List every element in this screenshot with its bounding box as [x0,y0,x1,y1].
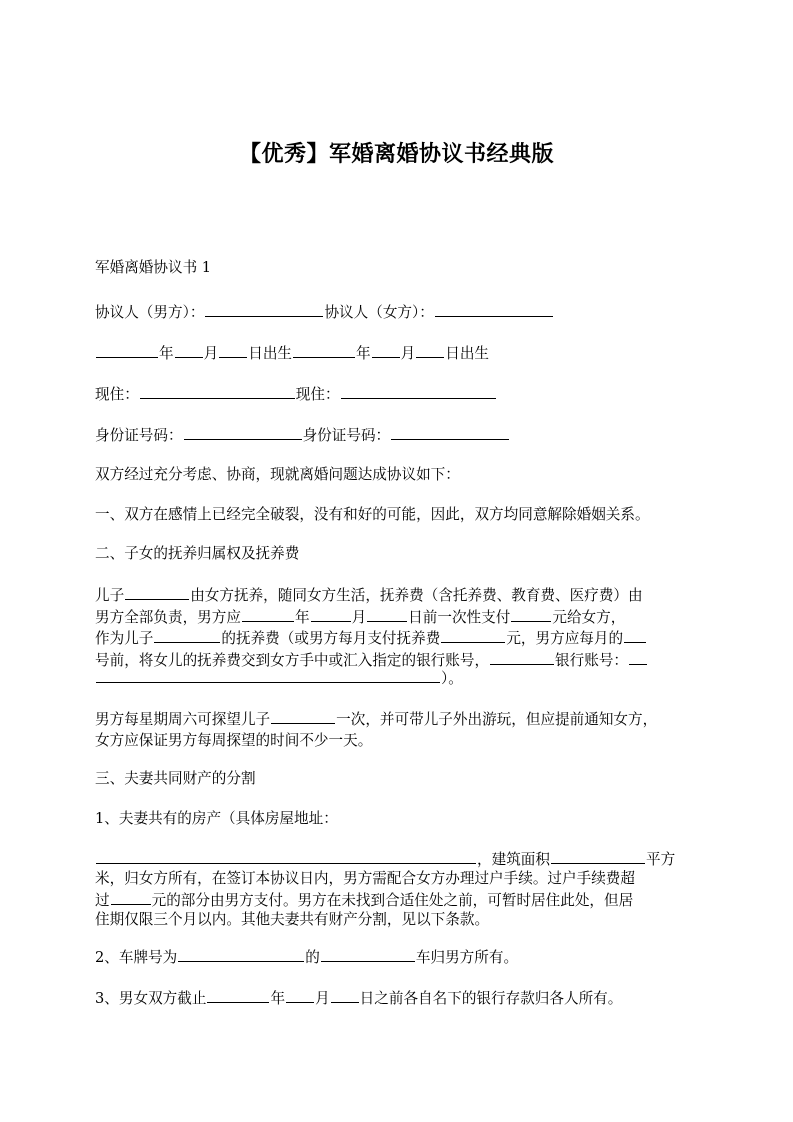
monthly-day-blank [624,628,646,643]
child-text: 号前，将女儿的抚养费交到女方手中或汇入指定的银行账号， [95,652,490,669]
deposit-month-blank [286,988,314,1003]
house-line-3 [95,890,633,911]
male-birth-day-blank [219,343,247,358]
female-id-blank [391,425,509,440]
bank-account-blank-start [629,650,647,665]
deposit-line [95,988,622,1009]
address-line [95,384,497,405]
payment-day-blank [367,607,407,622]
male-name-blank [205,302,323,317]
child-text: 元给女方， [552,609,626,626]
child-para-line-1 [95,585,643,606]
car-line [95,947,518,968]
payment-amount-blank [511,607,551,622]
male-address-label: 现住： [95,386,139,403]
clause-2-heading: 二、子女的抚养归属权及抚养费 [95,545,300,562]
visit-text: 男方每星期周六可探望儿子 [95,711,271,728]
birth-born-label-2: 日出生 [445,345,490,362]
birth-born-label: 日出生 [248,345,293,362]
house-address-blank [96,849,476,864]
male-party-label: 协议人（男方）： [95,304,205,321]
monthly-amount-blank [441,628,505,643]
document-title: 【优秀】军婚离婚协议书经典版 [238,142,554,167]
male-id-label: 身份证号码： [95,427,183,444]
car-text: 车归男方所有。 [415,949,519,966]
child-text: 作为儿子 [95,630,154,647]
female-party-label: 协议人（女方）： [324,304,434,321]
clause-3-heading: 三、夫妻共同财产的分割 [95,770,256,787]
male-birth-year-blank [96,343,158,358]
birth-month-label-2: 月 [400,345,416,362]
transfer-fee-blank [111,890,151,905]
car-model-blank [321,947,415,962]
deposit-year-blank [207,988,269,1003]
birth-year-label: 年 [159,345,174,362]
female-birth-month-blank [372,343,400,358]
deposit-text: 3、男女双方截止 [95,990,207,1007]
intro-paragraph: 双方经过充分考虑、协商，现就离婚问题达成协议如下： [95,466,460,483]
deposit-day-blank [331,988,359,1003]
child-text: 日前一次性支付 [408,609,511,626]
female-name-blank [435,302,553,317]
payment-month-blank [311,607,351,622]
bank-name-blank [490,650,554,665]
female-id-label: 身份证号码： [302,427,391,444]
payment-year-blank [242,607,294,622]
id-number-line [95,425,510,446]
child-para-line-3 [95,628,647,649]
visit-para-line-1 [95,709,657,730]
house-text: ，建筑面积 [477,851,550,868]
house-text: 过 [95,892,110,909]
house-line-4: 住期仅限三个月以内。其他夫妻共有财产分割，见以下条款。 [95,911,490,928]
deposit-text: 年 [270,990,286,1007]
child-text: 儿子 [95,587,125,604]
child-text: 年 [294,609,310,626]
child-text: 由女方抚养，随同女方生活，抚养费（含托养费、教育费、医疗费）由 [190,587,643,604]
child-text: 元，男方应每月的 [506,630,624,647]
female-birth-year-blank [293,343,355,358]
parties-line [95,302,554,323]
house-line-1 [95,849,675,870]
child-para-line-5 [95,668,463,689]
birth-month-label: 月 [203,345,219,362]
visit-child-blank [271,709,335,724]
document-subtitle: 军婚离婚协议书 1 [95,259,212,276]
child-text: 男方全部负责，男方应 [95,609,241,626]
female-address-label: 现住： [295,386,340,403]
plate-number-blank [178,947,304,962]
child-text: ）。 [441,670,463,687]
visit-para-line-2: 女方应保证男方每周探望的时间不少一天。 [95,732,373,749]
floor-area-blank [551,849,645,864]
house-text: 平方 [645,851,676,868]
male-id-blank [184,425,302,440]
clause-1: 一、双方在感情上已经完全破裂，没有和好的可能，因此，双方均同意解除婚姻关系。 [95,506,650,523]
male-address-blank [140,384,295,399]
visit-text: 一次，并可带儿子外出游玩，但应提前通知女方， [336,711,658,728]
house-label: 1、夫妻共有的房产（具体房屋地址： [95,810,338,827]
child-para-line-2 [95,607,625,628]
child-name-blank-2 [154,628,220,643]
car-text: 的 [305,949,320,966]
child-text: 月 [351,609,367,626]
child-name-blank [125,585,189,600]
deposit-text: 月 [315,990,330,1007]
female-address-blank [341,384,496,399]
child-text: 的抚养费（或男方每月支付抚养费 [221,630,441,647]
house-line-2: 米，归女方所有，在签订本协议日内，男方需配合女方办理过户手续。过户手续费超 [95,870,635,887]
birth-year-label-2: 年 [356,345,371,362]
birth-line [95,343,489,364]
male-birth-month-blank [175,343,203,358]
child-text: 银行账号： [555,652,629,669]
house-text: 元的部分由男方支付。男方在未找到合适住处之前，可暂时居住此处，但居 [151,892,634,909]
bank-account-blank [96,668,440,683]
car-text: 2、车牌号为 [95,949,178,966]
deposit-text: 日之前各自名下的银行存款归各人所有。 [359,990,623,1007]
female-birth-day-blank [416,343,444,358]
